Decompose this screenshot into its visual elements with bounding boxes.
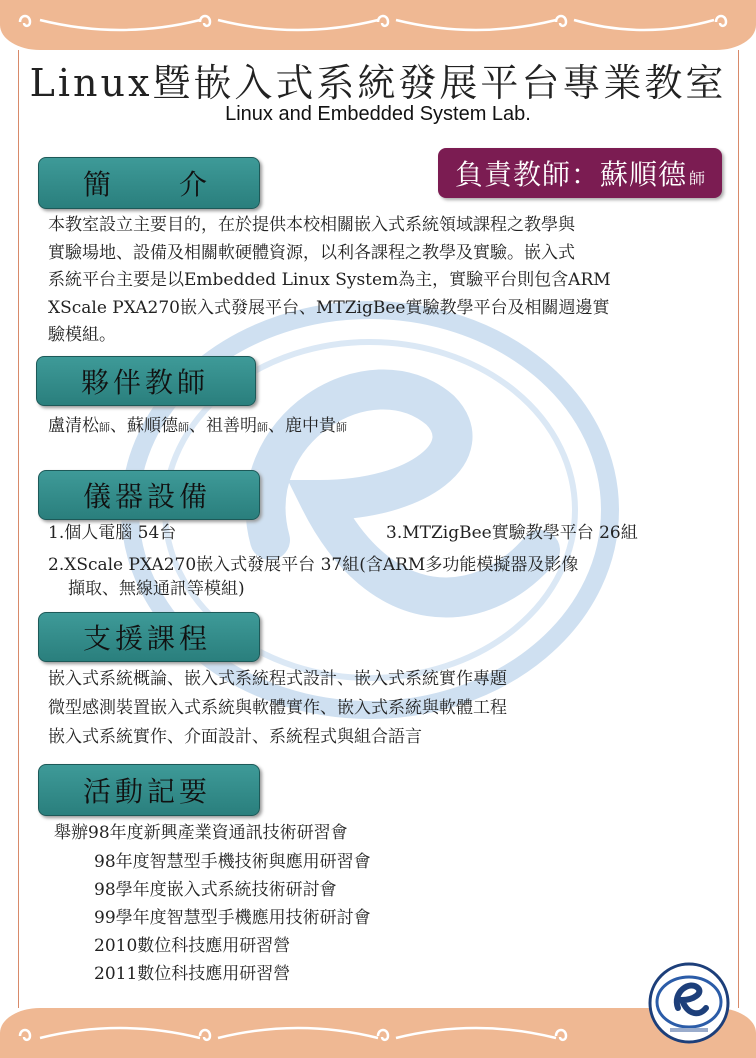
course-line: 微型感測裝置嵌入式系統與軟體實作、嵌入式系統與軟體工程: [48, 698, 507, 718]
equipment-item-3: 3.MTZigBee實驗教學平台 26組: [386, 523, 638, 543]
partner-suffix: 師: [178, 421, 189, 434]
equipment-item-2-line1: 2.XScale PXA270嵌入式發展平台 37組(含ARM多功能模擬器及影像: [48, 555, 579, 575]
section-header-activities: 活動記要: [38, 764, 260, 816]
courses-list: [48, 665, 507, 752]
right-frame-line: [738, 50, 739, 1008]
equipment-item-1: 1.個人電腦 54台: [48, 523, 177, 543]
partner-separator: 、: [268, 416, 285, 436]
spiral-ornament-icon: [0, 1008, 756, 1058]
equipment-item-2-line2: 擷取、無線通訊等模組): [68, 579, 245, 599]
activity-first: 舉辦98年度新興產業資通訊技術研習會: [54, 823, 348, 843]
section-header-equipment: 儀器設備: [38, 470, 260, 520]
course-line: 嵌入式系統實作、介面設計、系統程式與組合語言: [48, 727, 422, 747]
top-decorative-band: [0, 0, 756, 50]
activity-line: 2010數位科技應用研習營: [94, 936, 291, 956]
course-line: 嵌入式系統概論、嵌入式系統程式設計、嵌入式系統實作專題: [48, 669, 507, 689]
section-header-partners: 夥伴教師: [36, 356, 256, 406]
partner-name: 盧清松: [48, 416, 99, 436]
bottom-decorative-band: [0, 1008, 756, 1058]
partner-teachers-list: [48, 413, 347, 442]
section-header-courses: 支援課程: [38, 612, 260, 662]
equipment-item-2: [48, 553, 578, 601]
teacher-suffix: 師: [689, 168, 706, 188]
intro-line: 驗模組。: [48, 325, 116, 345]
partner-suffix: 師: [336, 421, 347, 434]
teacher-label: 負責教師：蘇順德: [454, 158, 687, 191]
intro-line: 系統平台主要是以Embedded Linux System為主，實驗平台則包含ARM: [48, 270, 611, 290]
partner-separator: 、: [110, 416, 127, 436]
spiral-ornament-icon: [0, 0, 756, 50]
university-logo-icon: [648, 962, 730, 1044]
activity-line: 98學年度嵌入式系統技術研討會: [94, 880, 337, 900]
activity-line: 98年度智慧型手機技術與應用研習會: [94, 852, 371, 872]
intro-line: 實驗場地、設備及相關軟硬體資源，以利各課程之教學及實驗。嵌入式: [48, 242, 575, 263]
page-title: Linux暨嵌入式系統發展平台專業教室: [29, 61, 727, 105]
left-frame-line: [18, 50, 19, 1008]
intro-text: [48, 212, 611, 350]
intro-line: 本教室設立主要目的，在於提供本校相關嵌入式系統領域課程之教學與: [48, 215, 575, 235]
partner-name: 祖善明: [206, 416, 257, 436]
section-header-intro: 簡 介: [38, 157, 260, 209]
intro-line: XScale PXA270嵌入式發展平台、MTZigBee實驗教學平台及相關週邊實: [48, 297, 610, 318]
page-subtitle: Linux and Embedded System Lab.: [225, 103, 531, 125]
activity-line: 99學年度智慧型手機應用技術研討會: [94, 908, 371, 928]
partner-separator: 、: [189, 416, 206, 436]
partner-suffix: 師: [99, 421, 110, 434]
activities-list: [94, 848, 371, 988]
activity-line: 2011數位科技應用研習營: [94, 964, 291, 984]
responsible-teacher-badge: [438, 148, 722, 198]
partner-suffix: 師: [257, 421, 268, 434]
partner-name: 蘇順德: [127, 416, 178, 436]
partner-name: 鹿中貴: [285, 416, 336, 436]
